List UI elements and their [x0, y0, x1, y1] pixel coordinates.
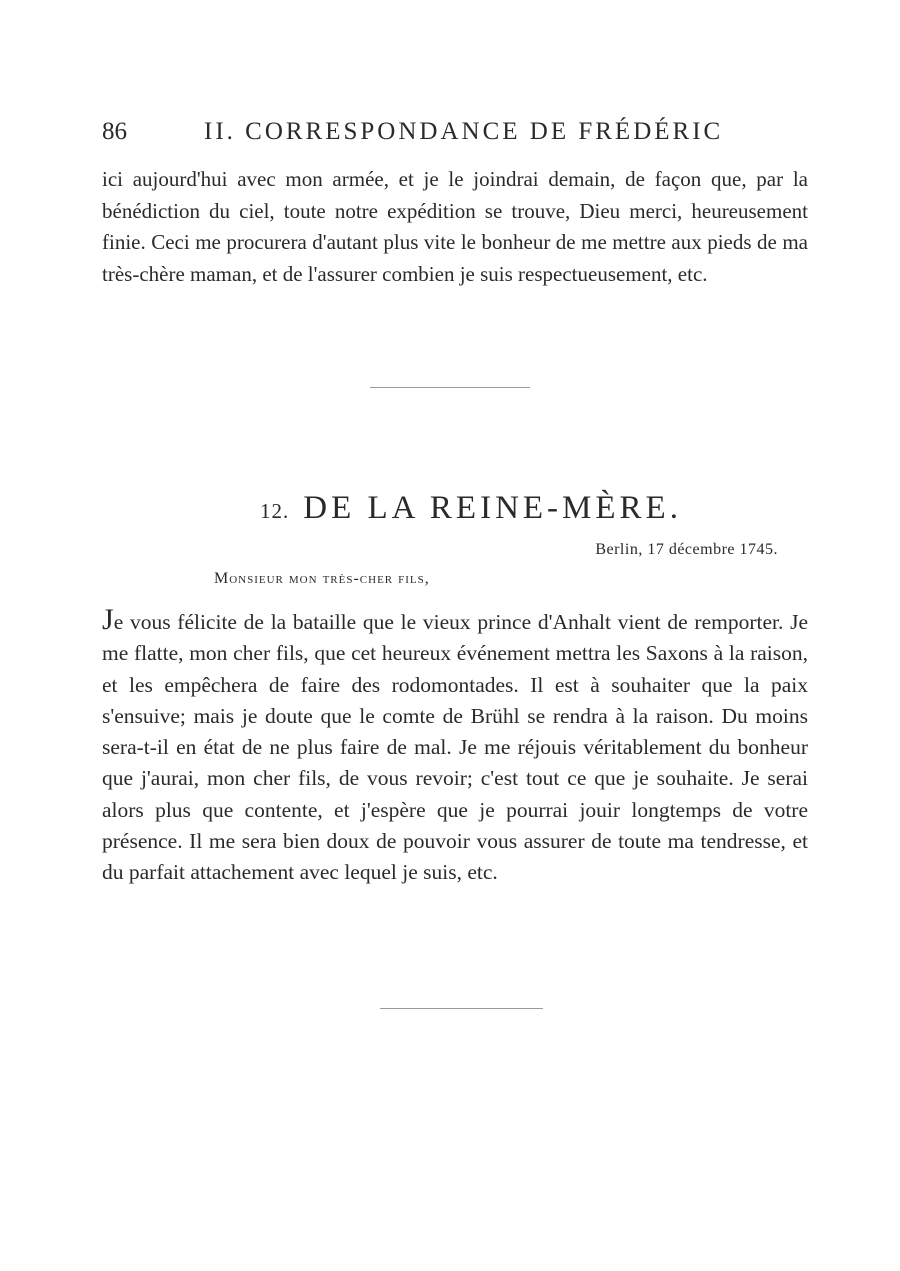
letter-text: e vous félicite de la bataille que le vieux prince d'Anhalt vient de remporter. Je me flatte, mon cher fils, que cet heureux événement mettra les Saxons à la raison, et les empêchera de faire des rodomontades. Il est à souhaiter que la paix s'ensuive; mais je doute que le comte de Brühl se rendra à la raison. Du moins sera-t-il en état de ne plus faire de mal. Je me réjouis véritablement du bonheur que j'aurai, mon cher fils, de vous revoir; c'est tout ce que je souhaite. Je serai alors plus que contente, et j'espère que je pourrai jouir longtemps de votre présence. Il me sera bien doux de pouvoir vous assurer de toute ma tendresse, et du parfait attachement avec lequel je suis, etc.: [102, 610, 808, 885]
section-title: DE LA REINE-MÈRE.: [303, 490, 682, 526]
page-number: 86: [102, 118, 127, 145]
letter-dateline: Berlin, 17 décembre 1745.: [595, 541, 778, 558]
continued-paragraph: ici aujourd'hui avec mon armée, et je le joindrai demain, de façon que, par la bénédiction du ciel, toute notre expédition se trouve, Dieu merci, heureusement finie. Ceci me procurera d'autant plus vite le bonheur de me mettre aux pieds de ma très-chère maman, et de l'assurer combien je suis respectueusement, etc.: [102, 167, 808, 286]
initial-letter: J: [102, 603, 114, 636]
letter-body: [102, 604, 808, 889]
running-head: [102, 118, 722, 154]
section-number: 12.: [260, 499, 290, 523]
running-head-title: II. CORRESPONDANCE DE FRÉDÉRIC: [204, 118, 724, 145]
letter-salutation: Monsieur mon très-cher fils,: [214, 570, 430, 587]
section-divider: [370, 387, 530, 388]
section-heading: [260, 490, 680, 534]
end-divider: [380, 1008, 543, 1009]
